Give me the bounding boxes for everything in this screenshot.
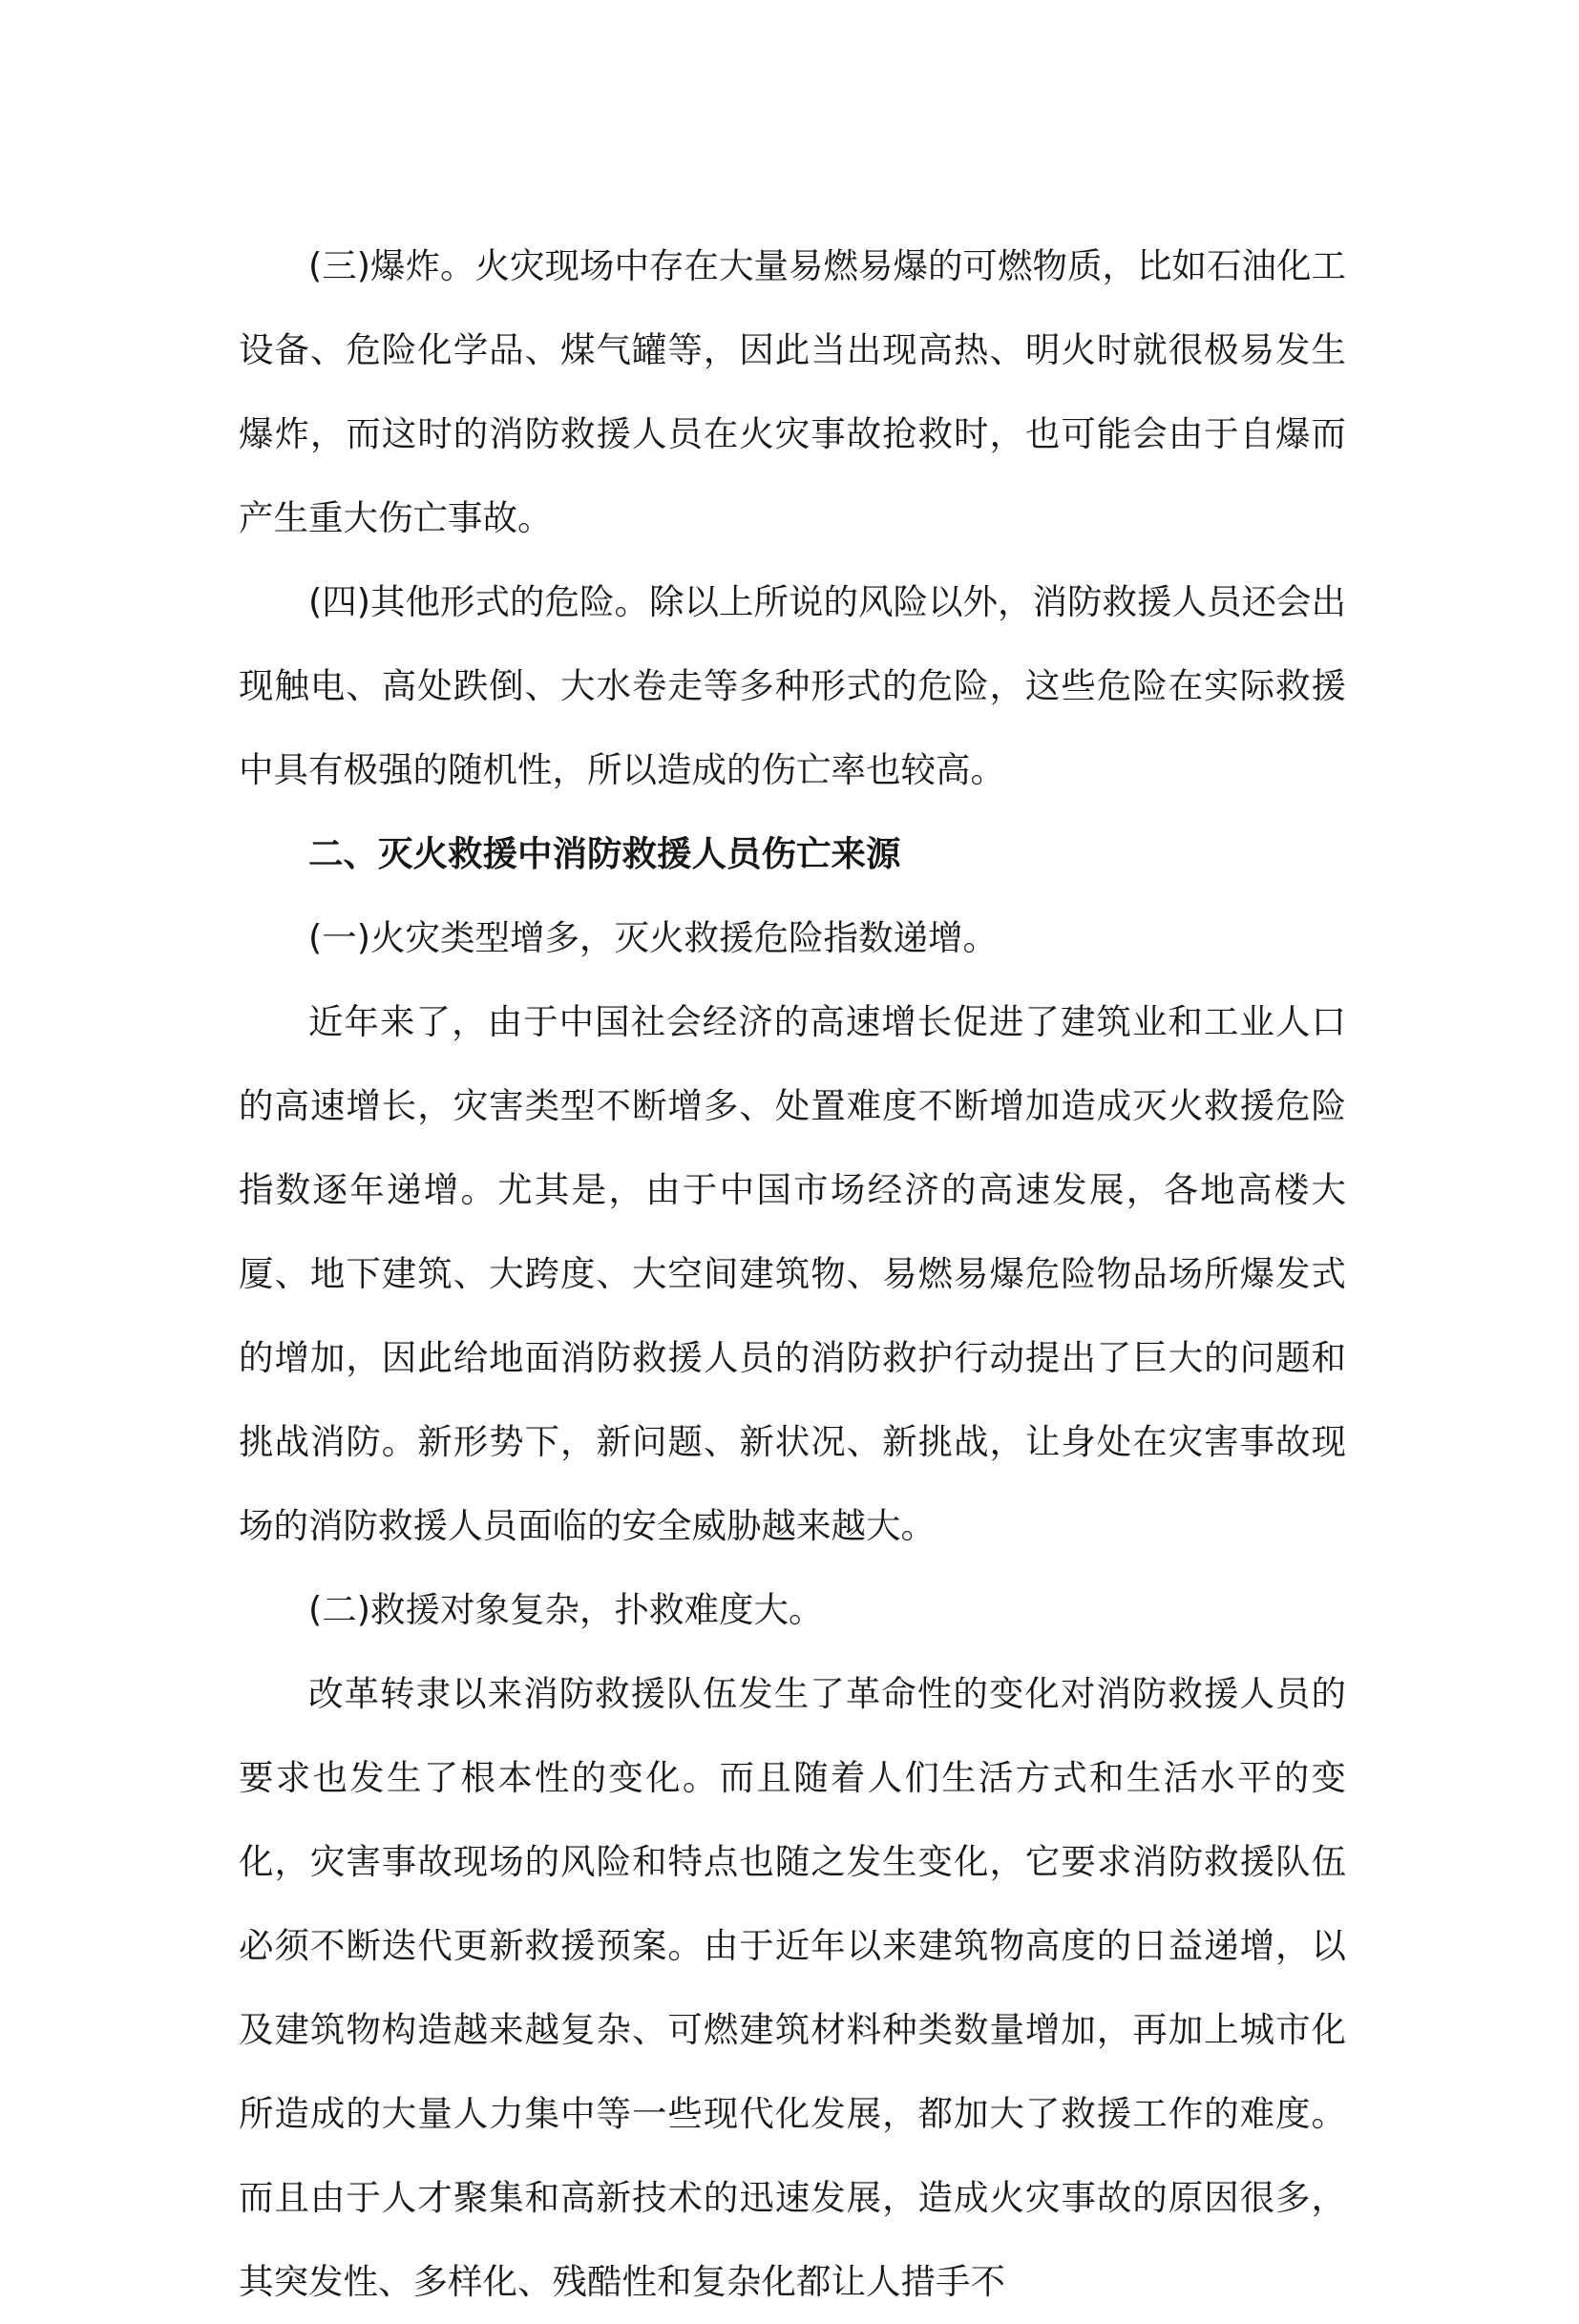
paragraph-reform: 改革转隶以来消防救援队伍发生了革命性的变化对消防救援人员的要求也发生了根本性的变化。而且随着人们生活方式和生活水平的变化，灾害事故现场的风险和特点也随之发生变化，它要求消防救援队伍必须不断迭代更新救援预案。由于近年以来建筑物高度的日益递增，以及建筑物构造越来越复杂、可燃建筑材料种类数量增加，再加上城市化所造成的大量人力集中等一些现代化发展，都加大了救援工作的难度。而且由于人才聚集和高新技术的迅速发展，造成火灾事故的原因很多，其突发性、多样化、残酷性和复杂化都让人措手不 [239,1673,1346,2302]
subheading-fire-types: (一)火灾类型增多，灭火救援危险指数递增。 [308,917,998,958]
paragraph-other-dangers: (四)其他形式的危险。除以上所说的风险以外，消防救援人员还会出现触电、高处跌倒、大水卷走等多种形式的危险，这些危险在实际救援中具有极强的随机性，所以造成的伤亡率也较高。 [239,581,1346,790]
paragraph-recent-years: 近年来了，由于中国社会经济的高速增长促进了建筑业和工业人口的高速增长，灾害类型不断增多、处置难度不断增加造成灭火救援危险指数逐年递增。尤其是，由于中国市场经济的高速发展，各地高楼大厦、地下建筑、大跨度、大空间建筑物、易燃易爆危险物品场所爆发式的增加，因此给地面消防救援人员的消防救护行动提出了巨大的问题和挑战消防。新形势下，新问题、新状况、新挑战，让身处在灾害事故现场的消防救援人员面临的安全威胁越来越大。 [239,1001,1346,1546]
document-page [239,224,1346,2324]
subheading-rescue-objects: (二)救援对象复杂，扑救难度大。 [308,1589,824,1630]
paragraph-explosion: (三)爆炸。火灾现场中存在大量易燃易爆的可燃物质，比如石油化工设备、危险化学品、煤气罐等，因此当出现高热、明火时就很极易发生爆炸，而这时的消防救援人员在火灾事故抢救时，也可能会由于自爆而产生重大伤亡事故。 [239,245,1346,538]
section-heading: 二、灭火救援中消防救援人员伤亡来源 [308,833,901,874]
